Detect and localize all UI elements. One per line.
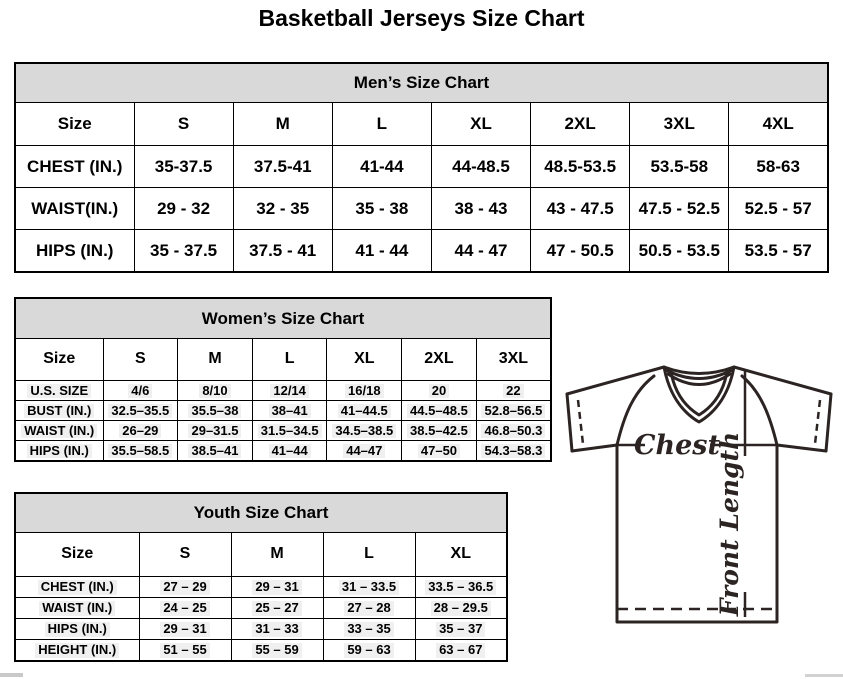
row-label: WAIST (IN.)	[15, 421, 103, 441]
size-cell: 35.5–58.5	[103, 441, 178, 462]
horizontal-scrollbar-fragment-left[interactable]	[0, 673, 23, 677]
size-cell: 31 – 33.5	[323, 577, 415, 598]
table-row	[15, 598, 507, 619]
jersey-right-cuff-dashed	[815, 400, 820, 444]
size-cell: 44 - 47	[431, 230, 530, 273]
size-cell: 38.5–42.5	[402, 421, 477, 441]
jersey-left-cuff-edge	[572, 445, 617, 451]
column-header: S	[139, 533, 231, 577]
column-header: Size	[15, 339, 103, 381]
mens-size-table	[14, 62, 829, 273]
jersey-measurement-diagram	[555, 353, 843, 645]
column-header: L	[252, 339, 327, 381]
womens-size-table	[14, 297, 552, 462]
size-cell: 41–44.5	[327, 401, 402, 421]
jersey-right-cuff-edge	[777, 445, 826, 451]
column-header: Size	[15, 533, 139, 577]
size-cell: 52.5 - 57	[729, 188, 828, 230]
column-header: XL	[431, 103, 530, 146]
size-cell: 52.8–56.5	[476, 401, 551, 421]
size-cell: 26–29	[103, 421, 178, 441]
size-cell: 12/14	[252, 381, 327, 401]
size-cell: 20	[402, 381, 477, 401]
column-header: 3XL	[630, 103, 729, 146]
size-cell: 41 - 44	[332, 230, 431, 273]
size-cell: 35 – 37	[415, 619, 507, 640]
size-cell: 41–44	[252, 441, 327, 462]
size-cell: 44-48.5	[431, 146, 530, 188]
page-title: Basketball Jerseys Size Chart	[258, 5, 585, 31]
row-label: BUST (IN.)	[15, 401, 103, 421]
row-label: WAIST(IN.)	[15, 188, 134, 230]
table-row	[15, 146, 828, 188]
size-cell: 55 – 59	[231, 640, 323, 662]
table-header-row	[15, 339, 551, 381]
size-cell: 4/6	[103, 381, 178, 401]
jersey-left-cuff-dashed	[578, 400, 583, 444]
size-cell: 29 - 32	[134, 188, 233, 230]
size-cell: 58-63	[729, 146, 828, 188]
size-cell: 54.3–58.3	[476, 441, 551, 462]
size-cell: 47–50	[402, 441, 477, 462]
row-label: HEIGHT (IN.)	[15, 640, 139, 662]
jersey-right-sleeve-outer	[826, 394, 831, 451]
table-row	[15, 640, 507, 662]
column-header: M	[178, 339, 253, 381]
size-cell: 24 – 25	[139, 598, 231, 619]
size-cell: 47 - 50.5	[531, 230, 630, 273]
column-header: M	[233, 103, 332, 146]
column-header: L	[332, 103, 431, 146]
table-title: Youth Size Chart	[15, 493, 507, 533]
table-row	[15, 577, 507, 598]
size-cell: 16/18	[327, 381, 402, 401]
youth-size-table	[14, 492, 508, 662]
jersey-body-outline	[617, 445, 777, 622]
jersey-right-armhole-curve	[742, 376, 777, 445]
size-cell: 38–41	[252, 401, 327, 421]
size-cell: 50.5 - 53.5	[630, 230, 729, 273]
size-cell: 53.5-58	[630, 146, 729, 188]
column-header: S	[103, 339, 178, 381]
column-header: M	[231, 533, 323, 577]
size-cell: 31 – 33	[231, 619, 323, 640]
column-header: L	[323, 533, 415, 577]
size-cell: 32 - 35	[233, 188, 332, 230]
jersey-diagram-svg	[555, 353, 843, 645]
table-title-row	[15, 63, 828, 103]
size-cell: 27 – 29	[139, 577, 231, 598]
size-cell: 38 - 43	[431, 188, 530, 230]
size-cell: 27 – 28	[323, 598, 415, 619]
table-row	[15, 188, 828, 230]
size-cell: 37.5 - 41	[233, 230, 332, 273]
size-cell: 44.5–48.5	[402, 401, 477, 421]
row-label: WAIST (IN.)	[15, 598, 139, 619]
table-title: Women’s Size Chart	[15, 298, 551, 339]
size-cell: 59 – 63	[323, 640, 415, 662]
row-label: HIPS (IN.)	[15, 441, 103, 462]
size-cell: 46.8–50.3	[476, 421, 551, 441]
size-cell: 22	[476, 381, 551, 401]
size-cell: 29–31.5	[178, 421, 253, 441]
column-header: 3XL	[476, 339, 551, 381]
size-cell: 28 – 29.5	[415, 598, 507, 619]
size-cell: 47.5 - 52.5	[630, 188, 729, 230]
size-cell: 51 – 55	[139, 640, 231, 662]
column-header: XL	[327, 339, 402, 381]
row-label: HIPS (IN.)	[15, 230, 134, 273]
table-row	[15, 421, 551, 441]
row-label: CHEST (IN.)	[15, 577, 139, 598]
size-cell: 29 – 31	[139, 619, 231, 640]
size-cell: 34.5–38.5	[327, 421, 402, 441]
column-header: XL	[415, 533, 507, 577]
size-cell: 35-37.5	[134, 146, 233, 188]
table-row	[15, 401, 551, 421]
row-label: HIPS (IN.)	[15, 619, 139, 640]
size-cell: 35 - 37.5	[134, 230, 233, 273]
column-header: 4XL	[729, 103, 828, 146]
size-cell: 33.5 – 36.5	[415, 577, 507, 598]
table-row	[15, 619, 507, 640]
size-cell: 25 – 27	[231, 598, 323, 619]
size-cell: 33 – 35	[323, 619, 415, 640]
table-title-row	[15, 493, 507, 533]
table-title: Men’s Size Chart	[15, 63, 828, 103]
size-cell: 48.5-53.5	[531, 146, 630, 188]
size-cell: 31.5–34.5	[252, 421, 327, 441]
size-cell: 41-44	[332, 146, 431, 188]
table-row	[15, 441, 551, 462]
size-cell: 35 - 38	[332, 188, 431, 230]
row-label: CHEST (IN.)	[15, 146, 134, 188]
table-header-row	[15, 533, 507, 577]
size-cell: 63 – 67	[415, 640, 507, 662]
size-cell: 38.5–41	[178, 441, 253, 462]
size-cell: 43 - 47.5	[531, 188, 630, 230]
table-title-row	[15, 298, 551, 339]
size-cell: 8/10	[178, 381, 253, 401]
chest-label: Chest	[634, 430, 720, 461]
table-header-row	[15, 103, 828, 146]
size-cell: 35.5–38	[178, 401, 253, 421]
size-cell: 32.5–35.5	[103, 401, 178, 421]
row-label: U.S. SIZE	[15, 381, 103, 401]
column-header: S	[134, 103, 233, 146]
table-row	[15, 230, 828, 273]
front-length-label: Front Length	[715, 431, 744, 617]
column-header: 2XL	[402, 339, 477, 381]
size-cell: 44–47	[327, 441, 402, 462]
column-header: Size	[15, 103, 134, 146]
horizontal-scrollbar-fragment-right[interactable]	[805, 674, 843, 677]
table-row	[15, 381, 551, 401]
column-header: 2XL	[531, 103, 630, 146]
size-cell: 29 – 31	[231, 577, 323, 598]
jersey-left-sleeve-outer	[567, 394, 572, 451]
size-cell: 37.5-41	[233, 146, 332, 188]
size-cell: 53.5 - 57	[729, 230, 828, 273]
